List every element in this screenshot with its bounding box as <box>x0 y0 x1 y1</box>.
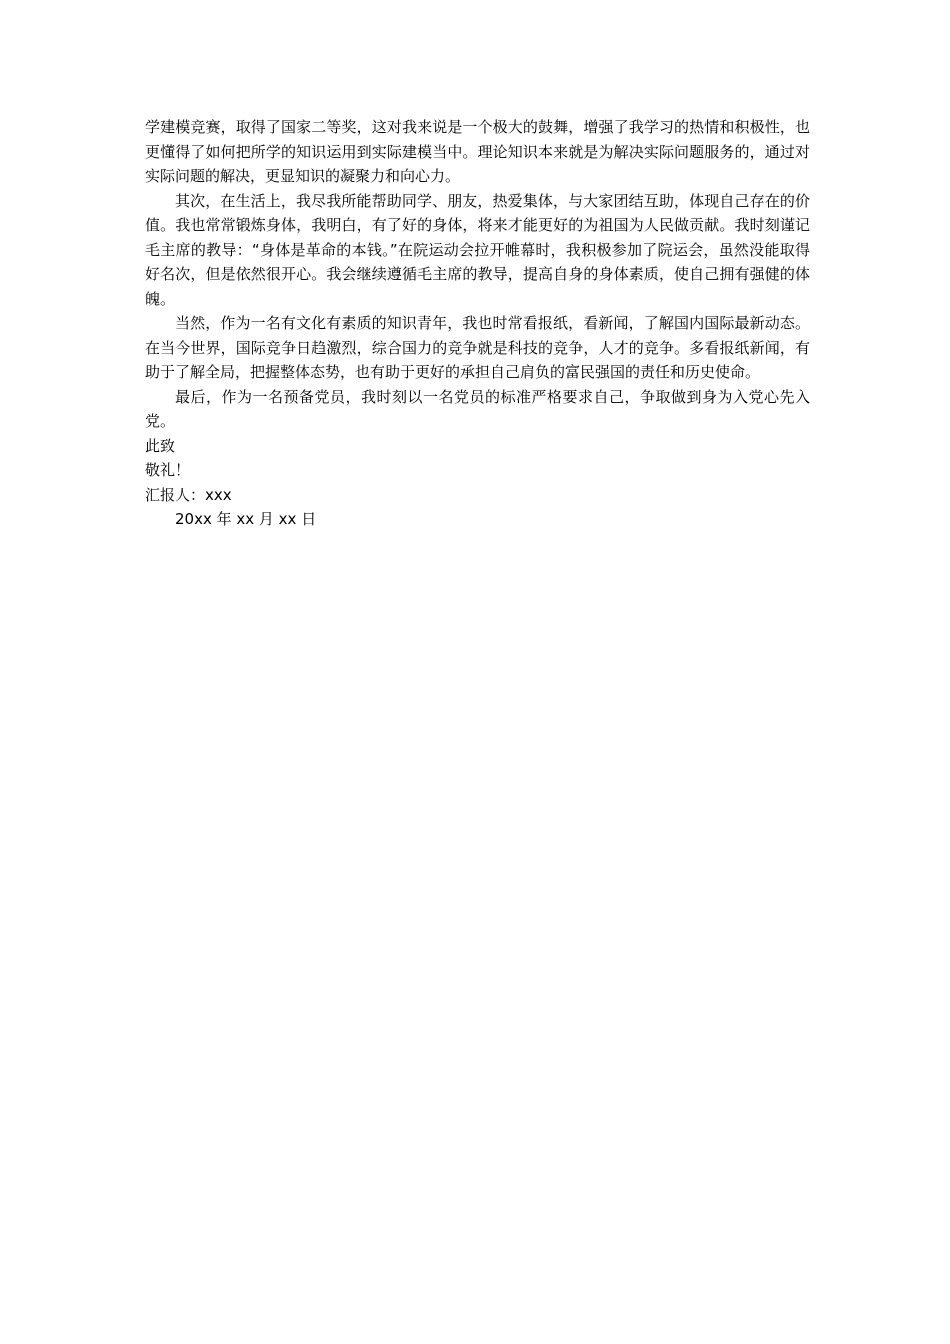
date-line: 20xx 年 xx 月 xx 日 <box>175 510 317 528</box>
paragraph-finally: 最后，作为一名预备党员，我时刻以一名党员的标准严格要求自己，争取做到身为入党心先入党。 <box>145 387 810 430</box>
paragraph-news: 当然，作为一名有文化有素质的知识青年，我也时常看报纸，看新闻，了解国内国际最新动态。在当今世界，国际竞争日趋激烈，综合国力的竞争就是科技的竞争，人才的竞争。多看报纸新闻，有助于了解全局，把握整体态势，也有助于更好的承担自己肩负的富民强国的责任和历史使命。 <box>145 314 810 381</box>
closing-line: 此致 <box>145 436 176 455</box>
paragraph-life: 其次，在生活上，我尽我所能帮助同学、朋友，热爱集体，与大家团结互助，体现自己存在的价值。我也常常锻炼身体，我明白，有了好的身体，将来才能更好的为祖国为人民做贡献。我时刻谨记毛主席的教导：“身体是革命的本钱。”在院运动会拉开帷幕时，我积极参加了院运会，虽然没能取得好名次，但是依然很开心。我会继续遵循毛主席的教导，提高自身的身体素质，使自己拥有强健的体魄。 <box>145 191 810 308</box>
paragraph-continuation: 学建模竞赛，取得了国家二等奖，这对我来说是一个极大的鼓舞，增强了我学习的热情和积极性，也更懂得了如何把所学的知识运用到实际建模当中。理论知识本来就是为解决实际问题服务的，通过对实际问题的解决，更显知识的凝聚力和向心力。 <box>145 118 810 185</box>
salute-line: 敬礼！ <box>145 461 191 479</box>
reporter-line: 汇报人：xxx <box>145 485 232 504</box>
document-body <box>145 115 810 532</box>
